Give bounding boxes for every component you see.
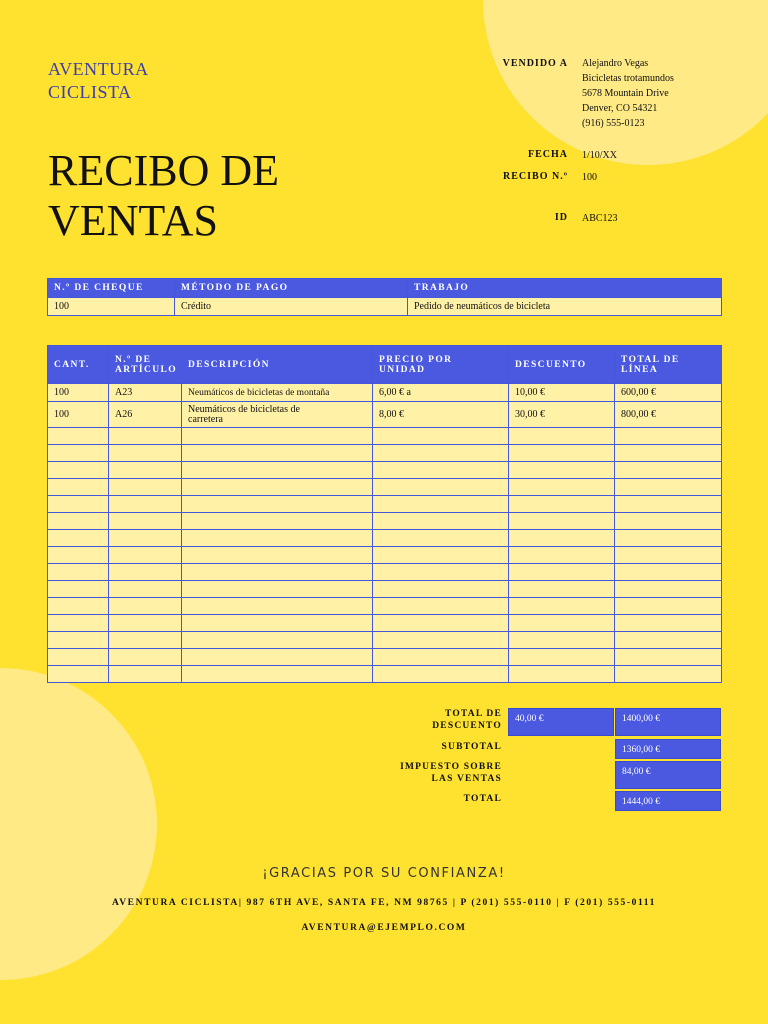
- table-cell: [48, 530, 109, 547]
- table-cell: [615, 598, 722, 615]
- table-cell: [48, 649, 109, 666]
- job-header: TRABAJO: [408, 279, 722, 298]
- payment-table: [47, 278, 722, 316]
- table-cell: [48, 581, 109, 598]
- table-row: [48, 530, 722, 547]
- payment-row: [48, 298, 722, 316]
- table-row: [48, 615, 722, 632]
- table-cell: [48, 666, 109, 683]
- table-row: [48, 666, 722, 683]
- table-cell: [615, 530, 722, 547]
- table-row: [48, 462, 722, 479]
- table-cell: [509, 615, 615, 632]
- table-cell: [373, 649, 509, 666]
- table-cell: 100: [48, 402, 109, 428]
- table-cell: Neumáticos de bicicletas de montaña: [182, 384, 373, 402]
- description-header: DESCRIPCIÓN: [182, 346, 373, 384]
- table-cell: [373, 428, 509, 445]
- table-cell: [615, 649, 722, 666]
- table-cell: [509, 496, 615, 513]
- table-row: [48, 513, 722, 530]
- id-value: ABC123: [582, 213, 618, 224]
- item-number-header: N.º DE ARTÍCULO: [109, 346, 182, 384]
- table-cell: [109, 564, 182, 581]
- table-cell: 8,00 €: [373, 402, 509, 428]
- table-cell: [182, 598, 373, 615]
- table-cell: [109, 649, 182, 666]
- table-cell: [373, 598, 509, 615]
- table-cell: [109, 530, 182, 547]
- unit-price-header: PRECIO POR UNIDAD: [373, 346, 509, 384]
- table-cell: [109, 445, 182, 462]
- table-cell: [182, 666, 373, 683]
- table-cell: [182, 649, 373, 666]
- total-value: 1444,00 €: [615, 791, 721, 811]
- table-cell: [373, 479, 509, 496]
- footer-email[interactable]: AVENTURA@EJEMPLO.COM: [301, 923, 467, 933]
- subtotal-label: SUBTOTAL: [441, 742, 502, 752]
- table-cell: [615, 462, 722, 479]
- table-cell: [182, 496, 373, 513]
- table-cell: [109, 513, 182, 530]
- table-cell: [615, 564, 722, 581]
- table-cell: [109, 547, 182, 564]
- table-row: [48, 632, 722, 649]
- table-row: [48, 496, 722, 513]
- table-row: [48, 445, 722, 462]
- table-row: [48, 547, 722, 564]
- table-cell: [48, 615, 109, 632]
- total-label: TOTAL: [463, 794, 502, 804]
- discount-header: DESCUENTO: [509, 346, 615, 384]
- table-cell: [509, 564, 615, 581]
- sales-tax-value: 84,00 €: [615, 761, 721, 789]
- table-cell: 100: [48, 384, 109, 402]
- table-cell: [615, 496, 722, 513]
- line-total-header: TOTAL DE LÍNEA: [615, 346, 722, 384]
- table-cell: [509, 547, 615, 564]
- table-cell: [182, 581, 373, 598]
- table-cell: [182, 479, 373, 496]
- receipt-label: RECIBO N.º: [503, 171, 568, 182]
- job-cell: Pedido de neumáticos de bicicleta: [408, 298, 722, 316]
- table-cell: 600,00 €: [615, 384, 722, 402]
- table-cell: [182, 564, 373, 581]
- check-number-cell: 100: [48, 298, 175, 316]
- table-row: [48, 564, 722, 581]
- table-cell: [182, 513, 373, 530]
- table-cell: A23: [109, 384, 182, 402]
- sold-to-label: VENDIDO A: [502, 58, 568, 69]
- table-cell: [615, 513, 722, 530]
- table-cell: [48, 479, 109, 496]
- table-cell: [373, 615, 509, 632]
- table-row: [48, 598, 722, 615]
- table-cell: 30,00 €: [509, 402, 615, 428]
- footer-address: AVENTURA CICLISTA| 987 6TH AVE, SANTA FE, NM 98765 | P (201) 555-0110 | F (201) 555-0111: [111, 898, 656, 908]
- table-cell: [109, 496, 182, 513]
- table-cell: [48, 564, 109, 581]
- table-cell: [509, 462, 615, 479]
- date-label: FECHA: [528, 149, 568, 160]
- table-cell: [109, 615, 182, 632]
- decorative-circle-bottom-left: [0, 668, 157, 980]
- table-cell: 10,00 €: [509, 384, 615, 402]
- table-cell: 800,00 €: [615, 402, 722, 428]
- items-table: [47, 345, 722, 683]
- quantity-header: CANT.: [48, 346, 109, 384]
- table-cell: [109, 632, 182, 649]
- table-cell: [373, 666, 509, 683]
- table-cell: [48, 445, 109, 462]
- table-cell: [615, 428, 722, 445]
- table-cell: [48, 462, 109, 479]
- table-row: [48, 649, 722, 666]
- table-cell: [182, 615, 373, 632]
- sold-to-block: Alejandro Vegas Bicicletas trotamundos 5678 Mountain Drive Denver, CO 54321 (916) 555-0123: [582, 58, 674, 129]
- table-cell: [109, 479, 182, 496]
- table-cell: [509, 632, 615, 649]
- thank-you-message: ¡GRACIAS POR SU CONFIANZA!: [262, 866, 506, 881]
- date-value: 1/10/XX: [582, 150, 617, 161]
- table-cell: [509, 649, 615, 666]
- table-cell: [48, 547, 109, 564]
- table-cell: [373, 496, 509, 513]
- table-cell: [109, 581, 182, 598]
- table-cell: [109, 462, 182, 479]
- table-cell: [373, 564, 509, 581]
- table-cell: [182, 462, 373, 479]
- table-cell: [615, 445, 722, 462]
- table-cell: [509, 530, 615, 547]
- table-row: [48, 428, 722, 445]
- table-cell: [509, 598, 615, 615]
- check-number-header: N.º DE CHEQUE: [48, 279, 175, 298]
- table-cell: [373, 581, 509, 598]
- table-cell: [509, 479, 615, 496]
- table-cell: [373, 530, 509, 547]
- sales-tax-label: IMPUESTO SOBRE LAS VENTAS: [400, 762, 502, 784]
- table-cell: [615, 666, 722, 683]
- company-name: AVENTURA CICLISTA: [48, 59, 149, 102]
- line-total-sum-value: 1400,00 €: [615, 708, 721, 736]
- payment-header-row: [48, 279, 722, 298]
- table-row: [48, 384, 722, 402]
- table-cell: [182, 632, 373, 649]
- table-cell: [182, 530, 373, 547]
- table-cell: [109, 666, 182, 683]
- table-cell: [373, 462, 509, 479]
- payment-method-cell: Crédito: [175, 298, 408, 316]
- table-cell: [509, 581, 615, 598]
- subtotal-value: 1360,00 €: [615, 739, 721, 759]
- table-cell: A26: [109, 402, 182, 428]
- table-cell: [615, 479, 722, 496]
- table-cell: 6,00 € a: [373, 384, 509, 402]
- table-cell: [182, 445, 373, 462]
- table-cell: [48, 632, 109, 649]
- page-title: RECIBO DE VENTAS: [48, 146, 279, 245]
- table-cell: [373, 632, 509, 649]
- table-cell: [509, 666, 615, 683]
- table-cell: [615, 615, 722, 632]
- table-cell: [48, 598, 109, 615]
- table-cell: [48, 513, 109, 530]
- table-row: [48, 479, 722, 496]
- table-cell: [615, 547, 722, 564]
- table-cell: [109, 598, 182, 615]
- table-cell: [615, 632, 722, 649]
- table-cell: [48, 428, 109, 445]
- id-label: ID: [554, 212, 568, 223]
- table-cell: [373, 513, 509, 530]
- table-cell: [509, 513, 615, 530]
- discount-total-value: 40,00 €: [508, 708, 614, 736]
- payment-method-header: MÉTODO DE PAGO: [175, 279, 408, 298]
- table-cell: [373, 547, 509, 564]
- table-cell: [182, 547, 373, 564]
- table-cell: [182, 428, 373, 445]
- table-cell: [48, 496, 109, 513]
- table-cell: [509, 445, 615, 462]
- table-cell: [615, 581, 722, 598]
- table-row: [48, 402, 722, 428]
- items-header-row: [48, 346, 722, 384]
- table-cell: [373, 445, 509, 462]
- table-cell: [509, 428, 615, 445]
- discount-total-label: TOTAL DE DESCUENTO: [432, 709, 502, 731]
- table-row: [48, 581, 722, 598]
- table-cell: [109, 428, 182, 445]
- receipt-value: 100: [582, 172, 597, 183]
- table-cell: Neumáticos de bicicletas de carretera: [182, 402, 373, 428]
